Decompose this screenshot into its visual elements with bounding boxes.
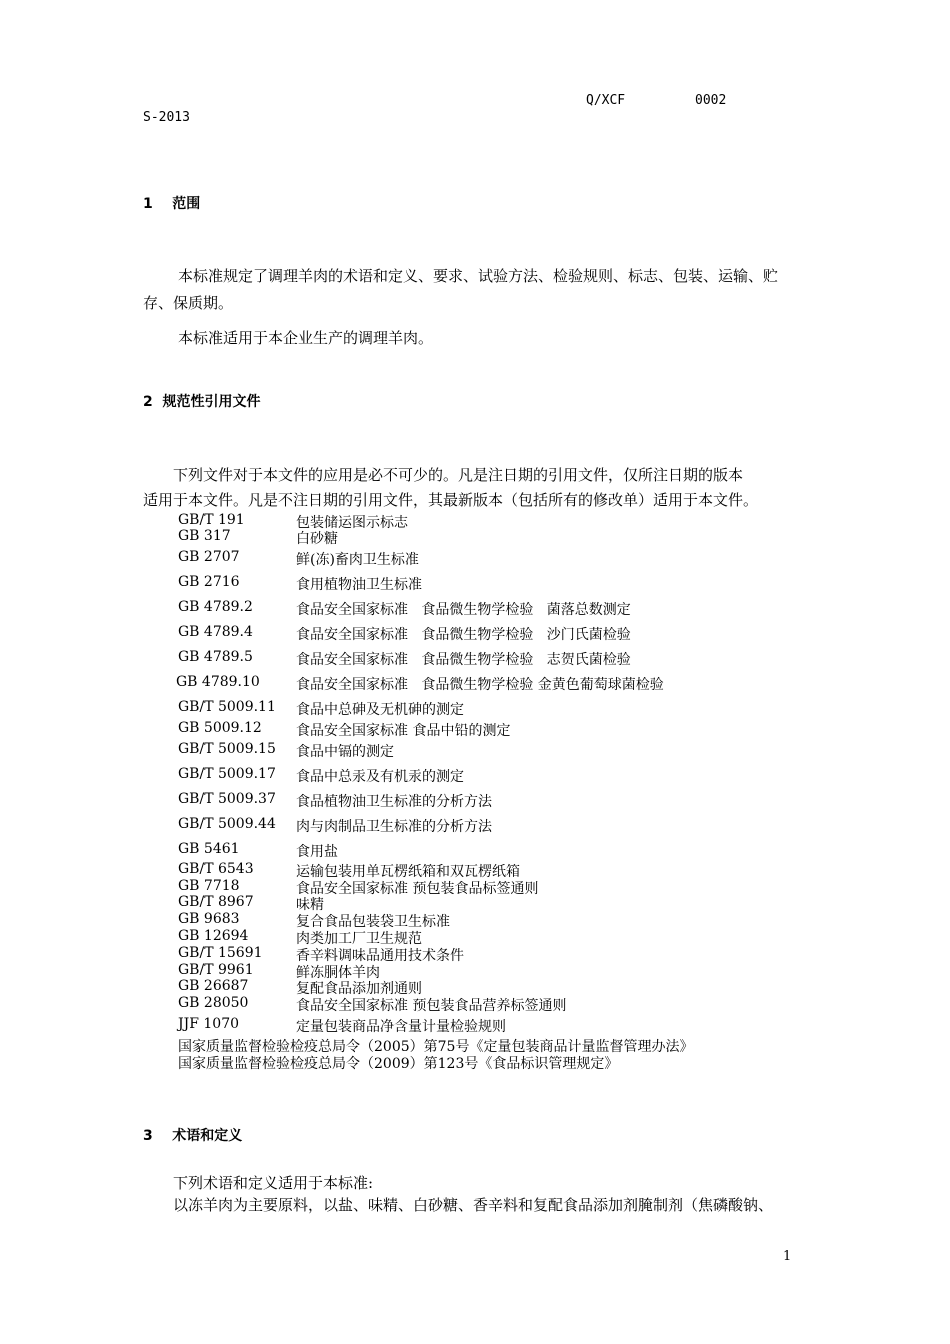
ref-code: GB 7718: [178, 878, 240, 894]
ref-code: GB 4789.2: [178, 599, 253, 615]
section3-heading: 3 术语和定义: [143, 1128, 243, 1144]
ref-title: 食品安全国家标准 预包装食品营养标签通则: [296, 998, 567, 1014]
section3-line2: 以冻羊肉为主要原料，以盐、味精、白砂糖、香辛料和复配食品添加剂腌制剂（焦磷酸钠、: [173, 1196, 774, 1214]
section2-heading: 2 规范性引用文件: [143, 394, 261, 410]
ref-title: 鲜冻胴体羊肉: [296, 965, 380, 981]
page-number: 1: [783, 1249, 792, 1264]
ref-code: GB 4789.10: [176, 674, 260, 690]
ref-code: GB/T 5009.44: [178, 816, 276, 832]
ref-code: GB 5461: [178, 841, 240, 857]
ref-title: 运输包装用单瓦楞纸箱和双瓦楞纸箱: [296, 864, 520, 880]
ref-title: 食品中镉的测定: [296, 744, 394, 760]
ref-title: 食品安全国家标准 预包装食品标签通则: [296, 881, 539, 897]
section1-paragraph2: 本标准适用于本企业生产的调理羊肉。: [178, 329, 434, 347]
ref-code: GB 9683: [178, 911, 240, 927]
ref-title: 白砂糖: [296, 531, 338, 547]
ref-title: 食用植物油卫生标准: [296, 577, 422, 593]
ref-title: 食品植物油卫生标准的分析方法: [296, 794, 492, 810]
section2-intro-line1: 下列文件对于本文件的应用是必不可少的。凡是注日期的引用文件，仅所注日期的版本: [173, 466, 744, 484]
ref-code: GB 26687: [178, 978, 249, 994]
section1-paragraph1-line1: 本标准规定了调理羊肉的术语和定义、要求、试验方法、检验规则、标志、包装、运输、贮: [178, 267, 779, 285]
section2-intro-line2: 适用于本文件。凡是不注日期的引用文件，其最新版本（包括所有的修改单）适用于本文件。: [143, 491, 759, 509]
ref-code: GB 4789.4: [178, 624, 253, 640]
ref-title: 食品安全国家标准 食品微生物学检验 金黄色葡萄球菌检验: [296, 677, 664, 693]
ref-title: 味精: [296, 897, 324, 913]
ref-title: 复合食品包装袋卫生标准: [296, 914, 450, 930]
header-code-right: 0002: [695, 93, 727, 108]
ref-code: GB 28050: [178, 995, 249, 1011]
section1-paragraph1-line2: 存、保质期。: [143, 294, 234, 312]
ref-title: 肉与肉制品卫生标准的分析方法: [296, 819, 492, 835]
ref-title: 包装储运图示标志: [296, 515, 408, 531]
ref-code: GB/T 5009.11: [178, 699, 276, 715]
section1-heading: 1 范围: [143, 196, 201, 212]
ref-code: GB 317: [178, 528, 231, 544]
ref-code: GB 2716: [178, 574, 240, 590]
ref-code: GB 12694: [178, 928, 249, 944]
decree-line-1: 国家质量监督检验检疫总局令（2005）第75号《定量包装商品计量监督管理办法》: [178, 1039, 694, 1055]
ref-title: 食品安全国家标准 食品微生物学检验 沙门氏菌检验: [296, 627, 631, 643]
ref-title: 香辛料调味品通用技术条件: [296, 948, 464, 964]
ref-code: GB 2707: [178, 549, 240, 565]
ref-title: 食品安全国家标准 食品微生物学检验 志贺氏菌检验: [296, 652, 631, 668]
ref-code: GB/T 8967: [178, 894, 254, 910]
header-code-left: Q/XCF: [586, 93, 626, 108]
ref-title: 食品中总汞及有机汞的测定: [296, 769, 464, 785]
ref-code: GB 4789.5: [178, 649, 253, 665]
ref-title: 食品安全国家标准 食品微生物学检验 菌落总数测定: [296, 602, 631, 618]
ref-title: 复配食品添加剂通则: [296, 981, 422, 997]
ref-code: GB/T 191: [178, 512, 245, 528]
section3-line1: 下列术语和定义适用于本标准:: [173, 1174, 374, 1192]
ref-code: GB/T 5009.17: [178, 766, 276, 782]
ref-title: 食用盐: [296, 844, 338, 860]
ref-title: 鲜(冻)畜肉卫生标准: [296, 552, 419, 568]
ref-title: 食品安全国家标准 食品中铅的测定: [296, 723, 511, 739]
ref-title: 肉类加工厂卫生规范: [296, 931, 422, 947]
ref-code: GB/T 5009.15: [178, 741, 276, 757]
ref-title: 定量包装商品净含量计量检验规则: [296, 1019, 506, 1035]
ref-code: GB/T 9961: [178, 962, 254, 978]
ref-code: GB/T 6543: [178, 861, 254, 877]
ref-code: GB 5009.12: [178, 720, 262, 736]
decree-line-2: 国家质量监督检验检疫总局令（2009）第123号《食品标识管理规定》: [178, 1056, 619, 1072]
ref-code: JJF 1070: [178, 1016, 240, 1032]
header-code-year: S-2013: [143, 110, 190, 125]
ref-code: GB/T 15691: [178, 945, 263, 961]
ref-code: GB/T 5009.37: [178, 791, 276, 807]
ref-title: 食品中总砷及无机砷的测定: [296, 702, 464, 718]
